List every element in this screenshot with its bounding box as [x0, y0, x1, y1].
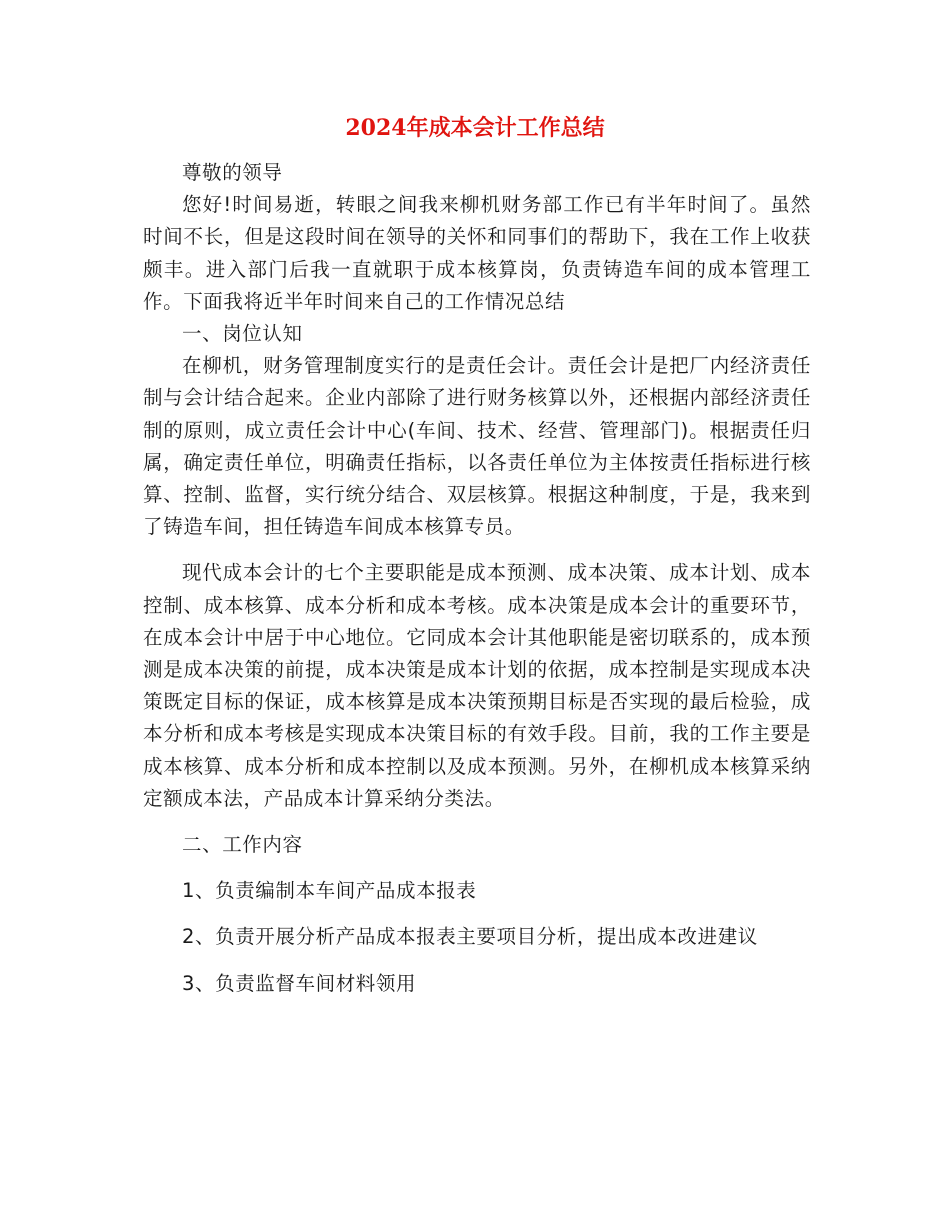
list-item-2: 2、负责开展分析产品成本报表主要项目分析，提出成本改进建议 [182, 925, 758, 949]
paragraph-responsibility-accounting: 在柳机，财务管理制度实行的是责任会计。责任会计是把厂内经济责任制与会计结合起来。企业内部除了进行财务核算以外，还根据内部经济责任制的原则，成立责任会计中心(车间、技术、经营、管理部门)。根据责任归属，确定责任单位，明确责任指标，以各责任单位为主体按责任指标进行核算、控制、监督，实行统分结合、双层核算。根据这种制度，于是，我来到了铸造车间，担任铸造车间成本核算专员。 [143, 354, 811, 539]
intro-paragraph: 您好!时间易逝，转眼之间我来柳机财务部工作已有半年时间了。虽然时间不长，但是这段时间在领导的关怀和同事们的帮助下，我在工作上收获颇丰。进入部门后我一直就职于成本核算岗，负责铸造车间的成本管理工作。下面我将近半年时间来自己的工作情况总结 [143, 193, 811, 313]
salutation: 尊敬的领导 [182, 161, 283, 184]
section-heading-work-content: 二、工作内容 [182, 833, 303, 857]
document-title: 2024年成本会计工作总结 [345, 115, 605, 141]
section-heading-position: 一、岗位认知 [182, 322, 303, 346]
document-body [143, 157, 811, 1000]
list-item-1: 1、负责编制本车间产品成本报表 [182, 879, 477, 903]
paragraph-cost-accounting-functions: 现代成本会计的七个主要职能是成本预测、成本决策、成本计划、成本控制、成本核算、成本分析和成本考核。成本决策是成本会计的重要环节，在成本会计中居于中心地位。它同成本会计其他职能是密切联系的，成本预测是成本决策的前提，成本决策是成本计划的依据，成本控制是实现成本决策既定目标的保证，成本核算是成本决策预期目标是否实现的最后检验，成本分析和成本考核是实现成本决策目标的有效手段。目前，我的工作主要是成本核算、成本分析和成本控制以及成本预测。另外，在柳机成本核算采纳定额成本法，产品成本计算采纳分类法。 [143, 561, 811, 810]
list-item-3: 3、负责监督车间材料领用 [182, 971, 417, 995]
